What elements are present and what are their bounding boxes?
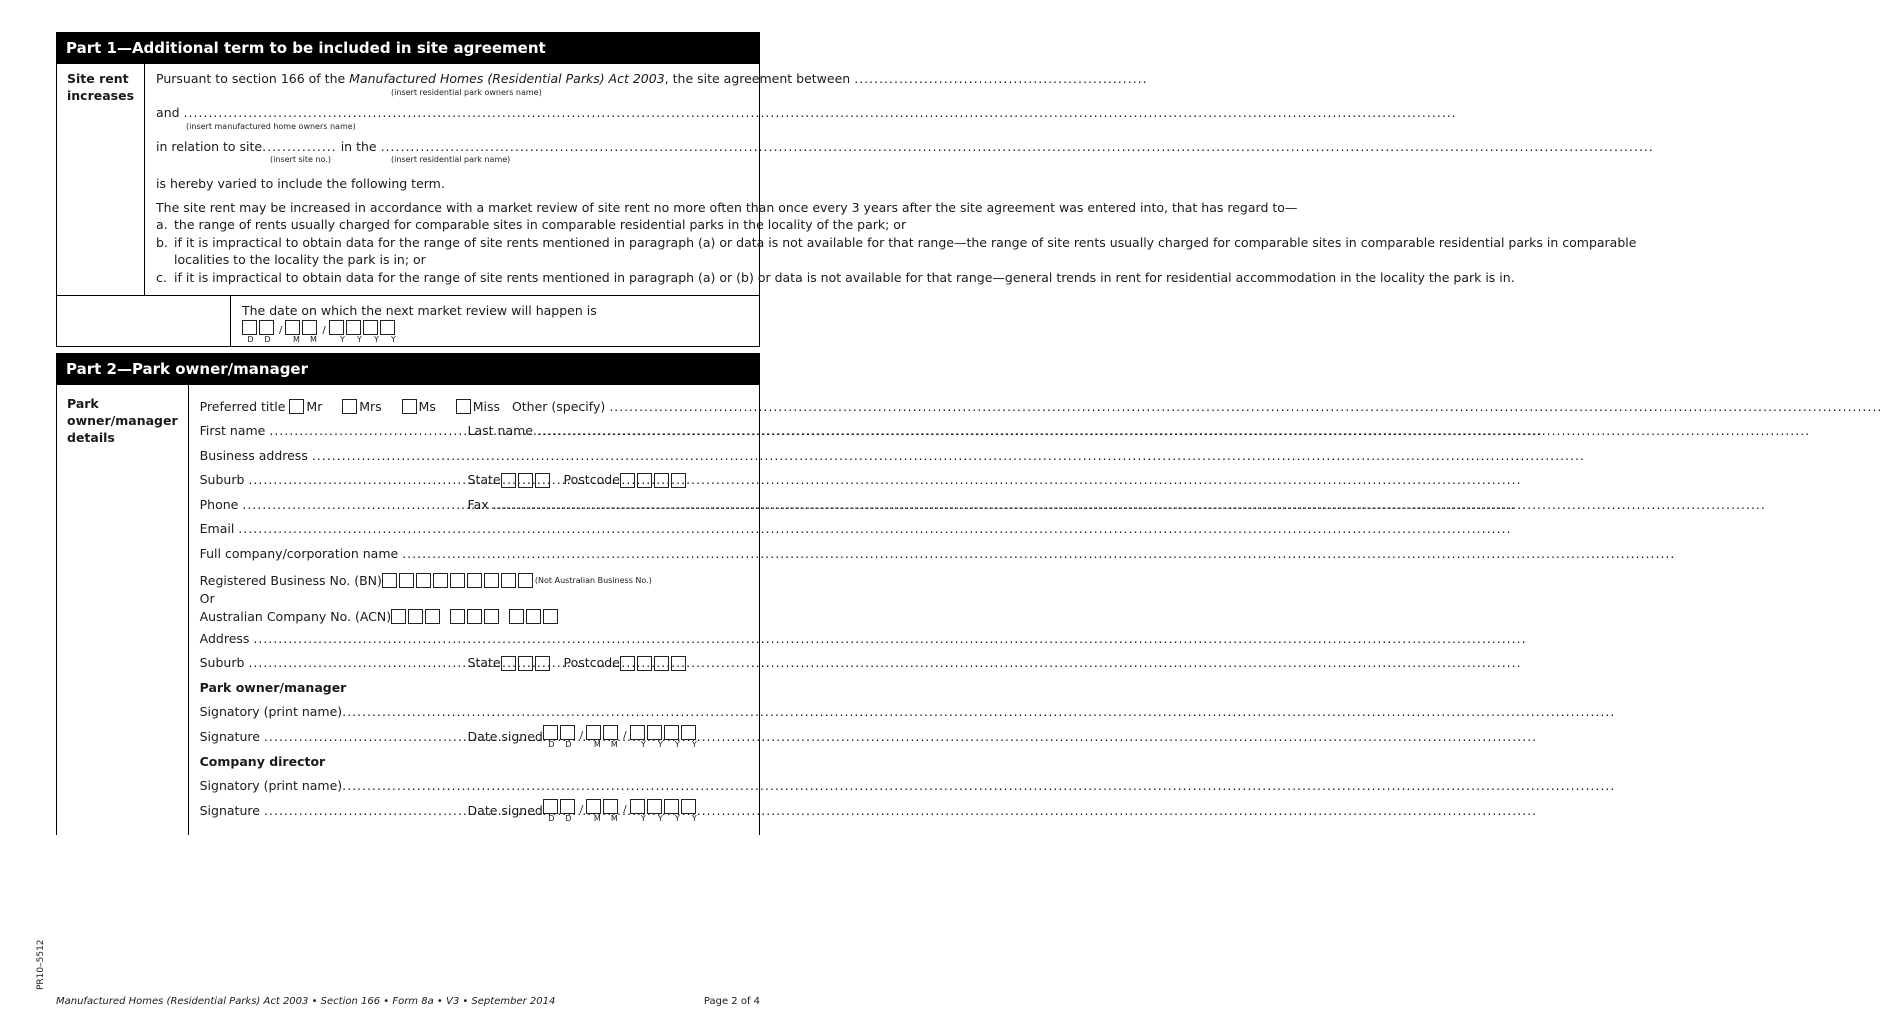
company-name-label: Full company/corporation name [199, 546, 399, 562]
park-owner-heading: Park owner/manager [199, 679, 347, 695]
date-letter: M [293, 334, 300, 344]
hint-owner-name: (insert residential park owners name) [391, 88, 542, 97]
date-box[interactable] [603, 725, 618, 740]
date-box[interactable] [630, 799, 645, 814]
form-code: PR10–5512 [36, 939, 46, 990]
char-box[interactable] [654, 656, 669, 671]
bn-note: (Not Australian Business No.) [534, 575, 652, 585]
char-box[interactable] [543, 609, 558, 624]
varied-text: is hereby varied to include the following term. [156, 176, 445, 191]
signature-label: Signature [199, 729, 260, 745]
part1-label: Site rent increases [57, 64, 145, 295]
char-box[interactable] [484, 609, 499, 624]
business-address-label: Business address [199, 447, 308, 463]
mrs-label: Mrs [359, 398, 382, 414]
signatory2-label: Signatory (print name) [199, 778, 343, 794]
acn-boxes-2[interactable] [450, 609, 501, 624]
date-box[interactable] [242, 320, 257, 335]
part2-body [189, 385, 1894, 835]
char-box[interactable] [467, 573, 482, 588]
review-date-field[interactable] [242, 320, 402, 344]
suburb2-field[interactable] [248, 651, 1521, 676]
date-box[interactable] [586, 725, 601, 740]
acn-label: Australian Company No. (ACN) [199, 608, 392, 624]
criteria-item [156, 269, 1654, 287]
signature2-field[interactable] [264, 799, 1537, 824]
date-box[interactable] [560, 799, 575, 814]
date-letter: Y [374, 334, 379, 344]
footer [56, 996, 760, 1007]
criteria-key: a. [156, 217, 168, 232]
char-box[interactable] [518, 573, 533, 588]
signature-field[interactable] [264, 725, 1537, 750]
date-letter: M [593, 814, 601, 824]
part2-section [56, 385, 760, 835]
criteria-text: the range of rents usually charged for comparable sites in comparable residential parks in the locality of the park; or [174, 217, 907, 232]
in-the-label: in the [340, 138, 377, 154]
date-signed2-label: Date signed [467, 802, 543, 818]
date-letter: Y [640, 740, 646, 750]
char-box[interactable] [433, 573, 448, 588]
char-box[interactable] [391, 609, 406, 624]
date-letter: Y [674, 740, 680, 750]
char-box[interactable] [637, 656, 652, 671]
date-box[interactable] [543, 799, 558, 814]
date-box[interactable] [586, 799, 601, 814]
footer-form-info: Manufactured Homes (Residential Parks) Act 2003 • Section 166 • Form 8a • V3 • September 2014 [56, 996, 556, 1007]
criteria-text: if it is impractical to obtain data for the range of site rents mentioned in paragraph (a) or (b) or data is not available for that range—general trends in rent for residential accommodation in the locality the park is in. [174, 269, 1515, 285]
act-name: Manufactured Homes (Residential Parks) Act 2003 [349, 71, 665, 86]
hint-park-name: (insert residential park name) [391, 155, 511, 164]
market-review-paragraph: The site rent may be increased in accordance with a market review of site rent no more often than once every 3 years after the site agreement was entered into, that has regard to— [156, 199, 1298, 215]
signatory2-field[interactable] [342, 774, 1882, 799]
date-letter: D [548, 740, 555, 750]
criteria-list [156, 216, 1654, 286]
date-separator: / [322, 324, 326, 336]
date-separator: / [579, 804, 584, 816]
last-name-field[interactable] [537, 419, 1882, 444]
date-signed-label: Date signed [467, 729, 543, 745]
other-title-field[interactable] [609, 395, 1882, 420]
date-letter: Y [340, 334, 345, 344]
char-box[interactable] [518, 473, 533, 488]
date-letter: D [565, 814, 572, 824]
char-box[interactable] [416, 573, 431, 588]
char-box[interactable] [620, 473, 635, 488]
char-box[interactable] [671, 473, 686, 488]
date-box[interactable] [380, 320, 395, 335]
park-name-field[interactable] [381, 138, 1654, 156]
form-page [56, 32, 1637, 835]
date-letter: D [548, 814, 555, 824]
date-separator: / [623, 730, 627, 742]
char-box[interactable] [484, 573, 499, 588]
date-box[interactable] [302, 320, 317, 335]
part1-header: Part 1—Additional term to be included in site agreement [56, 32, 760, 64]
char-box[interactable] [620, 656, 635, 671]
date-box[interactable] [560, 725, 575, 740]
address-field[interactable] [253, 627, 1882, 652]
part1-body [145, 64, 1666, 295]
and-label: and [156, 105, 180, 120]
date-separator: / [623, 804, 627, 816]
date-letter: Y [691, 814, 697, 824]
date-letter: Y [657, 740, 663, 750]
date-letter: M [593, 740, 601, 750]
date-box[interactable] [363, 320, 378, 335]
char-box[interactable] [535, 656, 550, 671]
date-separator: / [579, 730, 584, 742]
signatory-label: Signatory (print name) [199, 704, 343, 720]
first-name-label: First name [199, 423, 266, 439]
or-label: Or [199, 590, 215, 606]
char-box[interactable] [501, 656, 516, 671]
date-letter: D [264, 334, 271, 344]
date-letter: M [310, 334, 317, 344]
date-box[interactable] [681, 799, 696, 814]
date-box[interactable] [664, 725, 679, 740]
char-box[interactable] [526, 609, 541, 624]
preferred-title-label: Preferred title [199, 398, 286, 414]
bn-boxes[interactable] [382, 573, 535, 588]
criteria-text: if it is impractical to obtain data for the range of site rents mentioned in paragraph (a) or data is not available for that range—the range of site rents usually charged for comparable sites in comparable residential parks in comparable localities to the locality the park is in; or [174, 234, 1637, 267]
date-box[interactable] [259, 320, 274, 335]
date-letter: Y [691, 740, 697, 750]
postcode2-boxes[interactable] [620, 656, 688, 671]
char-box[interactable] [509, 609, 524, 624]
criteria-key: b. [156, 234, 168, 250]
miss-checkbox[interactable] [456, 399, 471, 414]
char-box[interactable] [654, 473, 669, 488]
in-relation-label: in relation to site [156, 138, 263, 154]
miss-label: Miss [472, 398, 501, 414]
acn-boxes[interactable] [391, 609, 442, 624]
phone-label: Phone [199, 496, 239, 512]
date-letter: M [610, 740, 618, 750]
review-date-section [56, 296, 760, 347]
signature2-label: Signature [199, 802, 260, 818]
char-box[interactable] [399, 573, 414, 588]
date-box[interactable] [647, 725, 662, 740]
date-letter: Y [357, 334, 362, 344]
criteria-item [156, 216, 1654, 234]
state-label: State [467, 472, 501, 488]
date-letter: Y [391, 334, 396, 344]
signatory-field[interactable] [342, 700, 1882, 725]
criteria-item [156, 234, 1654, 269]
part2-label: Park owner/manager details [57, 385, 189, 835]
date-letter: M [610, 814, 618, 824]
date-box[interactable] [329, 320, 344, 335]
char-box[interactable] [518, 656, 533, 671]
suburb-label: Suburb [199, 472, 245, 488]
review-date-label: The date on which the next market review will happen is [242, 303, 597, 318]
hint-site-no: (insert site no.) [270, 155, 331, 164]
ms-label: Ms [418, 398, 436, 414]
char-box[interactable] [501, 473, 516, 488]
date-box[interactable] [630, 725, 645, 740]
postcode2-label: Postcode [563, 655, 620, 671]
date-box[interactable] [664, 799, 679, 814]
char-box[interactable] [408, 609, 423, 624]
footer-page-number: Page 2 of 4 [703, 996, 760, 1007]
date-box[interactable] [603, 799, 618, 814]
intro-text-a: Pursuant to section 166 of the [156, 71, 350, 86]
intro-text-b: , the site agreement between [664, 71, 851, 86]
date-separator: / [279, 324, 283, 336]
mr-checkbox[interactable] [289, 399, 304, 414]
other-label: Other (specify) [511, 398, 606, 414]
suburb2-label: Suburb [199, 655, 245, 671]
home-owner-name-field[interactable] [184, 104, 1654, 122]
company-name-field[interactable] [402, 542, 1882, 567]
char-box[interactable] [671, 656, 686, 671]
fax-field[interactable] [493, 493, 1883, 518]
ms-checkbox[interactable] [402, 399, 417, 414]
email-field[interactable] [238, 517, 1882, 542]
address-label: Address [199, 630, 250, 646]
date-signed2-field[interactable] [543, 799, 703, 823]
date-letter: Y [657, 814, 663, 824]
date-box[interactable] [681, 725, 696, 740]
bn-label: Registered Business No. (BN) [199, 572, 382, 588]
email-label: Email [199, 521, 235, 537]
suburb-field[interactable] [248, 468, 1521, 493]
business-address-field[interactable] [312, 444, 1883, 469]
char-box[interactable] [535, 473, 550, 488]
hint-home-owner-name: (insert manufactured home owners name) [186, 121, 356, 131]
char-box[interactable] [637, 473, 652, 488]
date-box[interactable] [647, 799, 662, 814]
date-letter: D [565, 740, 572, 750]
char-box[interactable] [450, 573, 465, 588]
fax-label: Fax [467, 496, 489, 512]
date-box[interactable] [543, 725, 558, 740]
review-date-body [231, 296, 759, 346]
date-letter: Y [640, 814, 646, 824]
date-letter: D [247, 334, 254, 344]
state2-boxes[interactable] [501, 656, 552, 671]
char-box[interactable] [425, 609, 440, 624]
acn-boxes-3[interactable] [509, 609, 560, 624]
state-boxes[interactable] [501, 473, 552, 488]
park-owner-name-field[interactable]: ........................................................... [854, 71, 1148, 86]
char-box[interactable] [382, 573, 397, 588]
date-signed-field[interactable] [543, 725, 703, 749]
criteria-key: c. [156, 269, 167, 285]
mr-label: Mr [306, 398, 323, 414]
part1-section [56, 64, 1637, 296]
char-box[interactable] [501, 573, 516, 588]
char-box[interactable] [467, 609, 482, 624]
mrs-checkbox[interactable] [342, 399, 357, 414]
part2-header: Part 2—Park owner/manager [56, 353, 760, 385]
site-no-field[interactable]: ............... [262, 138, 337, 154]
state2-label: State [467, 655, 501, 671]
last-name-label: Last name [467, 423, 533, 439]
char-box[interactable] [450, 609, 465, 624]
postcode-boxes[interactable] [620, 473, 688, 488]
date-letter: Y [674, 814, 680, 824]
company-director-heading: Company director [199, 753, 326, 769]
date-box[interactable] [285, 320, 300, 335]
postcode-label: Postcode [563, 472, 620, 488]
date-box[interactable] [346, 320, 361, 335]
